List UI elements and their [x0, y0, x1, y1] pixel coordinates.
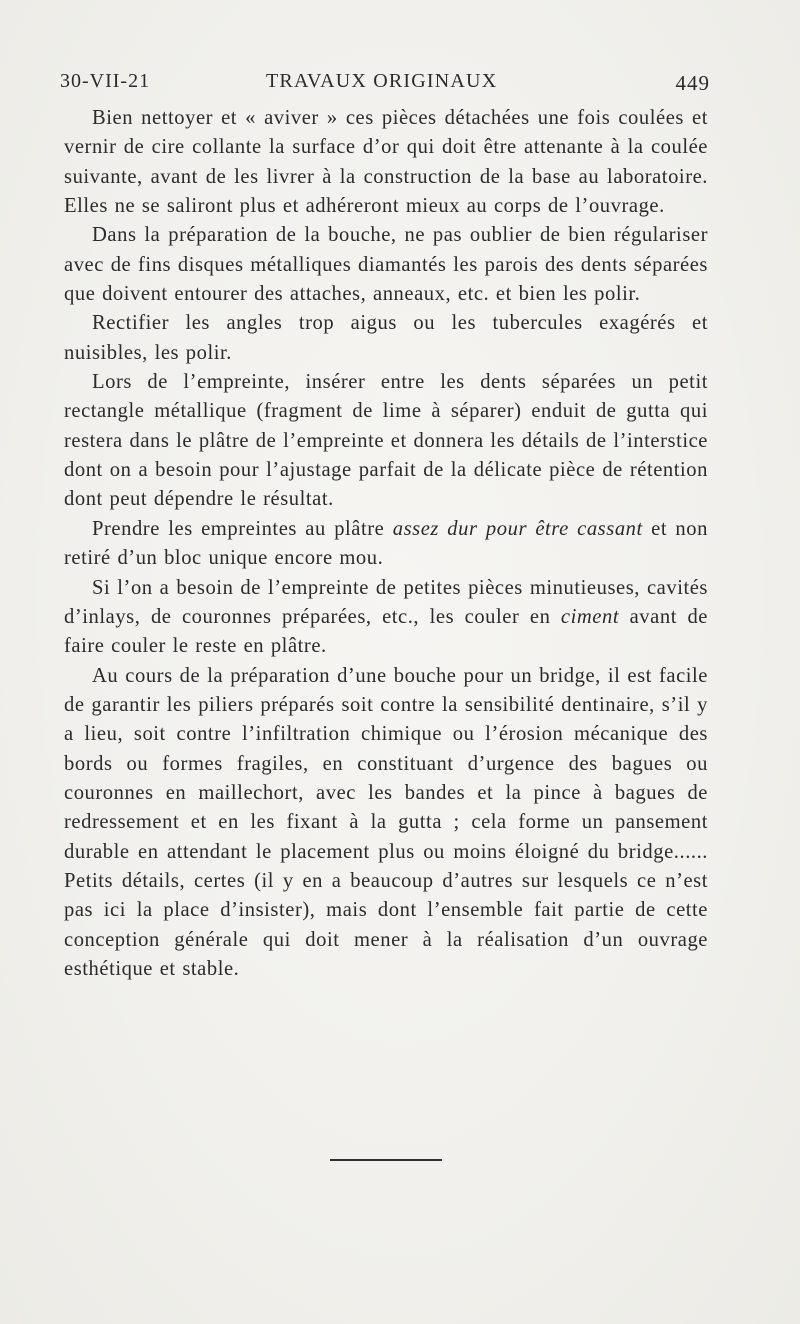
- text-segment: Si l’on a besoin de l’empreinte de petites pièces minutieuses, cavités d’inlays, de couronnes préparées, etc., les couler en: [64, 576, 708, 628]
- text-segment: et non retiré d’un bloc unique encore mou.: [64, 517, 708, 570]
- header-section-title: TRAVAUX ORIGINAUX: [266, 70, 498, 92]
- italic-text: assez dur pour être cassant: [392, 517, 643, 540]
- paragraph: [64, 104, 708, 221]
- text-segment: Lors de l’empreinte, insérer entre les dents séparées un petit rectangle métallique (fragment de lime à séparer) enduit de gutta qui restera dans le plâtre de l’empreinte et donnera les détails de l’interstice dont on a besoin pour l’ajustage parfait de la délicate pièce de rétention dont peut dépendre le résultat.: [64, 371, 708, 511]
- text-segment: avant de faire couler le reste en plâtre.: [64, 605, 708, 658]
- section-end-rule: [330, 1159, 442, 1161]
- italic-text: ciment: [560, 605, 620, 628]
- paragraph: [64, 221, 708, 309]
- paragraph: [64, 368, 708, 515]
- paragraph: [64, 574, 708, 662]
- paragraph: [64, 309, 708, 368]
- header-date: 30-VII-21: [60, 70, 151, 92]
- page-number: 449: [675, 71, 710, 95]
- running-head: [60, 70, 710, 96]
- paragraph: [64, 515, 708, 574]
- text-segment: Prendre les empreintes au plâtre: [92, 517, 393, 540]
- text-segment: Rectifier les angles trop aigus ou les tubercules exagérés et nuisibles, les polir.: [64, 312, 708, 364]
- paragraph: [64, 662, 708, 985]
- text-segment: Au cours de la préparation d’une bouche pour un bridge, il est facile de garantir les piliers préparés soit contre la sensibilité dentinaire, s’il y a lieu, soit contre l’infiltration chimique ou l’érosion mécanique des bords ou formes fragiles, en constituant d’urgence des bagues ou couronnes en maillechort, avec les bandes et la pince à bagues de redressement et en les fixant à la gutta ; cela forme un pansement durable en attendant le placement plus ou moins éloigné du bridge...... Petits détails, certes (il y en a beaucoup d’autres sur lesquels ce n’est pas ici la place d’insister), mais dont l’ensemble fait partie de cette conception générale qui doit mener à la réalisation d’un ouvrage esthétique et stable.: [64, 664, 708, 980]
- text-segment: Bien nettoyer et « aviver » ces pièces détachées une fois coulées et vernir de cire collante la surface d’or qui doit être attenante à la coulée suivante, avant de les livrer à la construction de la base au laboratoire. Elles ne se saliront plus et adhéreront mieux au corps de l’ouvrage.: [64, 107, 708, 218]
- body-text: [64, 104, 708, 984]
- text-segment: Dans la préparation de la bouche, ne pas oublier de bien régulariser avec de fins disques métalliques diamantés les parois des dents séparées que doivent entourer des attaches, anneaux, etc. et bien les polir.: [64, 224, 708, 306]
